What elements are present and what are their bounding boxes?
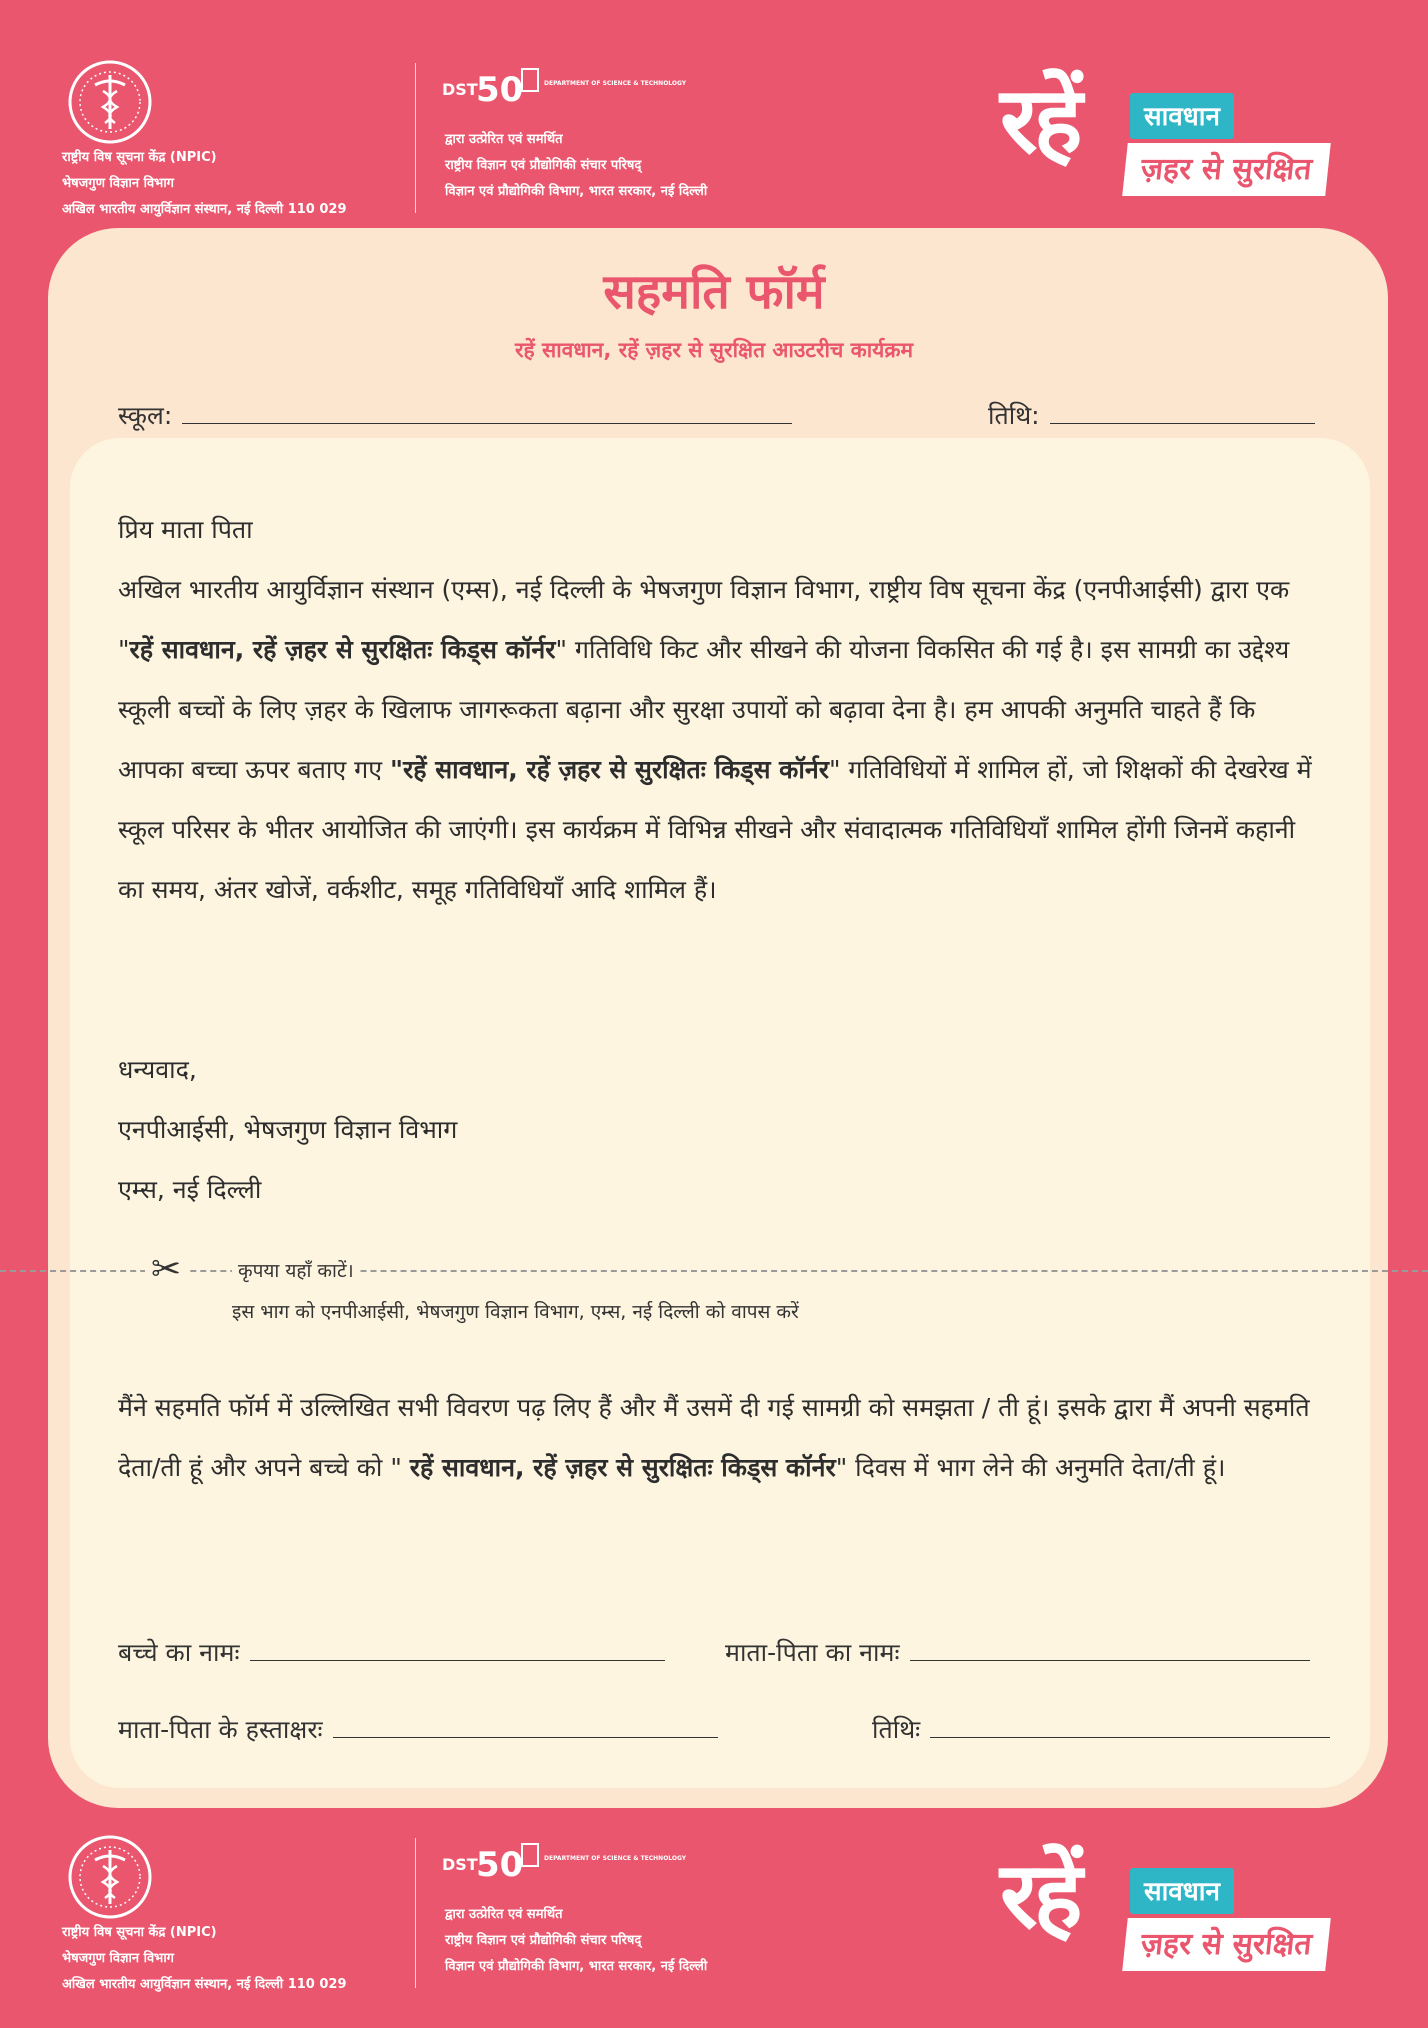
- footer: [0, 1830, 1428, 2000]
- dst-subtext: DEPARTMENT OF SCIENCE & TECHNOLOGY: [544, 1855, 687, 1862]
- org-left-line-1: राष्ट्रीय विष सूचना केंद्र (NPIC): [62, 150, 217, 165]
- parent-signature-field[interactable]: [118, 1712, 718, 1746]
- child-name-line[interactable]: [250, 1659, 665, 1661]
- dst-logo-text: DST: [442, 80, 478, 99]
- consent-bold: रहें सावधान, रहें ज़हर से सुरक्षितः किड्स कॉर्नर: [409, 1453, 836, 1482]
- org-middle-line-3: विज्ञान एवं प्रौद्योगिकी विभाग, भारत सरकार, नई दिल्ली: [445, 184, 708, 199]
- letter-body: [118, 500, 1328, 920]
- dst-years-text: 50: [476, 70, 524, 110]
- dst-logo: [440, 63, 687, 119]
- child-name-field[interactable]: [118, 1635, 665, 1669]
- org-middle-line-1: द्वारा उत्प्रेरित एवं समर्थित: [445, 1907, 563, 1922]
- letter-text-2: " गतिविधि किट और सीखने की योजना विकसित की गई है। इस सामग्री का उद्देश्य स्कूली बच्चों के लिए ज़हर के खिलाफ जागरूकता बढ़ाना और सुरक्षा उपायों को बढ़ावा देना है। हम आपकी अनुमति चाहते हैं कि आपका बच्चा ऊपर बताए गए: [118, 635, 1290, 784]
- brand-tag-savdhan: सावधान: [1130, 1868, 1234, 1914]
- return-instruction: इस भाग को एनपीआईसी, भेषजगुण विज्ञान विभाग, एम्स, नई दिल्ली को वापस करें: [232, 1301, 799, 1323]
- parent-signature-line[interactable]: [333, 1736, 718, 1738]
- parent-name-label: माता-पिता का नामः: [725, 1638, 900, 1667]
- cut-line: [0, 1270, 1428, 1272]
- date-field-bottom[interactable]: [872, 1712, 1330, 1746]
- org-middle: [445, 127, 707, 205]
- brand-tag-zahar: ज़हर से सुरक्षित: [1122, 1918, 1330, 1971]
- child-name-label: बच्चे का नामः: [118, 1638, 240, 1667]
- form-subtitle: रहें सावधान, रहें ज़हर से सुरक्षित आउटरीच कार्यक्रम: [514, 338, 914, 362]
- caduceus-icon: [65, 57, 155, 147]
- dst-logo: [440, 1838, 687, 1894]
- org-left-line-3: अखिल भारतीय आयुर्विज्ञान संस्थान, नई दिल्ली 110 029: [62, 1977, 347, 1992]
- org-left-line-3: अखिल भारतीय आयुर्विज्ञान संस्थान, नई दिल्ली 110 029: [62, 202, 347, 217]
- org-middle-line-2: राष्ट्रीय विज्ञान एवं प्रौद्योगिकी संचार परिषद्: [445, 1933, 642, 1948]
- letter-bold-1: रहें सावधान, रहें ज़हर से सुरक्षितः किड्स कॉर्नर: [129, 635, 556, 664]
- org-left-line-2: भेषजगुण विज्ञान विभाग: [62, 176, 174, 191]
- date-label-bottom: तिथिः: [872, 1715, 921, 1744]
- brand-word: रहें: [1000, 1842, 1079, 1949]
- org-left-footer: [62, 1920, 347, 1998]
- parent-name-line[interactable]: [910, 1659, 1310, 1661]
- header: [0, 55, 1428, 225]
- org-middle-line-2: राष्ट्रीय विज्ञान एवं प्रौद्योगिकी संचार परिषद्: [445, 158, 642, 173]
- signature-line-1: एनपीआईसी, भेषजगुण विज्ञान विभाग: [118, 1115, 458, 1144]
- header-divider: [415, 63, 416, 213]
- school-field[interactable]: [118, 398, 792, 432]
- dst-years-text: 50: [476, 1845, 524, 1885]
- campaign-logo: [1000, 1842, 1360, 2000]
- org-left-line-1: राष्ट्रीय विष सूचना केंद्र (NPIC): [62, 1925, 217, 1940]
- org-middle-line-3: विज्ञान एवं प्रौद्योगिकी विभाग, भारत सरकार, नई दिल्ली: [445, 1959, 708, 1974]
- org-middle-line-1: द्वारा उत्प्रेरित एवं समर्थित: [445, 132, 563, 147]
- dst-subtext: DEPARTMENT OF SCIENCE & TECHNOLOGY: [544, 80, 687, 87]
- school-line[interactable]: [182, 422, 792, 424]
- org-left-line-2: भेषजगुण विज्ञान विभाग: [62, 1951, 174, 1966]
- date-line-bottom[interactable]: [930, 1736, 1330, 1738]
- consent-text-2: " दिवस में भाग लेने की अनुमति देता/ती हूं।: [835, 1453, 1226, 1482]
- thanks-text: धन्यवाद,: [118, 1055, 197, 1084]
- letter-text-3: " गतिविधियों में शामिल हों, जो शिक्षकों की देखरेख में स्कूल परिसर के भीतर आयोजित की जाएंगी। इस कार्यक्रम में विभिन्न सीखने और संवादात्मक गतिविधियाँ शामिल होंगी जिनमें कहानी का समय, अंतर खोजें, वर्कशीट, समूह गतिविधियाँ आदि शामिल हैं।: [118, 755, 1312, 904]
- form-title: सहमति फॉर्म: [603, 264, 825, 320]
- org-middle-footer: [445, 1902, 707, 1980]
- scissors-icon: ✂: [145, 1252, 187, 1288]
- date-field-top[interactable]: [988, 398, 1315, 432]
- letter-bold-2: "रहें सावधान, रहें ज़हर से सुरक्षितः किड्स कॉर्नर: [390, 755, 829, 784]
- cut-instruction: कृपया यहाँ काटें।: [232, 1257, 360, 1283]
- brand-word: रहें: [1000, 67, 1079, 174]
- campaign-logo: [1000, 67, 1360, 225]
- org-left: [62, 145, 347, 223]
- caduceus-icon: [65, 1832, 155, 1922]
- date-label-top: तिथि:: [988, 401, 1040, 430]
- date-line-top[interactable]: [1050, 422, 1315, 424]
- school-label: स्कूल:: [118, 401, 173, 430]
- footer-divider: [415, 1838, 416, 1988]
- parent-name-field[interactable]: [725, 1635, 1310, 1669]
- letter-paragraph: [118, 560, 1328, 920]
- brand-tag-savdhan: सावधान: [1130, 93, 1234, 139]
- salutation: प्रिय माता पिता: [118, 515, 253, 544]
- signature-block: [118, 1040, 457, 1220]
- dst-logo-text: DST: [442, 1855, 478, 1874]
- consent-text: [118, 1378, 1348, 1498]
- consent-text-1: मैंने सहमति फॉर्म में उल्लिखित सभी विवरण पढ़ लिए हैं और मैं उसमें दी गई सामग्री को समझता / ती हूं। इसके द्वारा मैं अपनी सहमति देता/ती हूं और अपने बच्चे को ": [118, 1393, 1310, 1482]
- signature-line-2: एम्स, नई दिल्ली: [118, 1175, 262, 1204]
- letter-text-1: अखिल भारतीय आयुर्विज्ञान संस्थान (एम्स), नई दिल्ली के भेषजगुण विज्ञान विभाग, राष्ट्रीय विष सूचना केंद्र (एनपीआईसी) द्वारा एक ": [118, 575, 1290, 664]
- brand-tag-zahar: ज़हर से सुरक्षित: [1122, 143, 1330, 196]
- parent-signature-label: माता-पिता के हस्ताक्षरः: [118, 1715, 323, 1744]
